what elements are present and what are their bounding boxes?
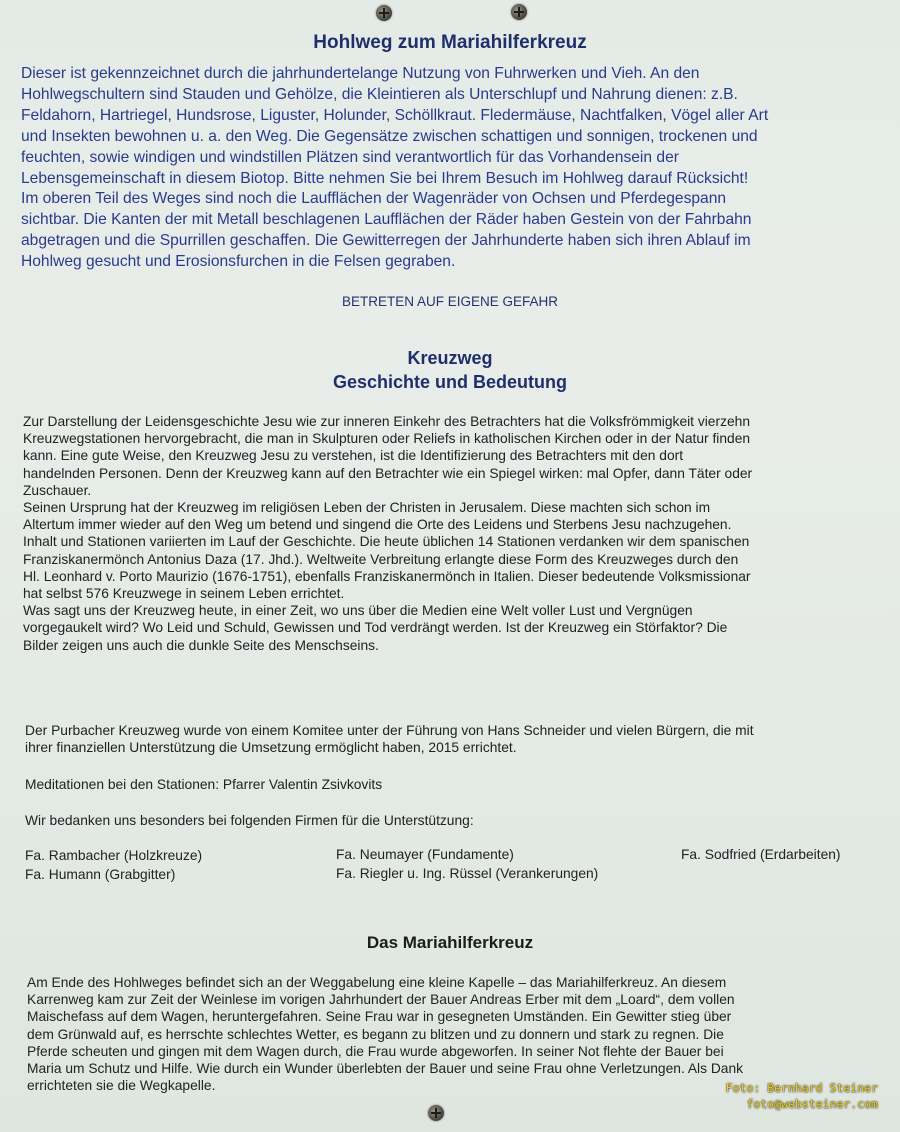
- paragraph-line: ihrer finanziellen Unterstützung die Umsetzung ermöglicht haben, 2015 errichtet.: [25, 740, 517, 756]
- section-title-mariahilferkreuz: Das Mariahilferkreuz: [366, 933, 534, 952]
- sponsor-sodfried: Fa. Sodfried (Erdarbeiten): [681, 847, 841, 862]
- paragraph-line: dem Grünwald auf, es herrschte schlechtes Wetter, es begann zu blitzen und zu donnern und stark zu regnen. Die: [27, 1026, 724, 1042]
- sponsor-rambacher: Fa. Rambacher (Holzkreuze): [25, 848, 203, 863]
- paragraph-line: Im oberen Teil des Weges sind noch die Laufflächen der Wagenräder von Ochsen und Pferdegespann: [21, 190, 727, 208]
- paragraph-line: Was sagt uns der Kreuzweg heute, in einer Zeit, wo uns über die Medien eine Welt voller Lust und Vergnügen: [23, 603, 693, 619]
- paragraph-line: handelnden Personen. Denn der Kreuzweg kann auf den Betrachter wie ein Spiegel wirken: mal Opfer, dann Täter oder: [23, 465, 753, 481]
- paragraph-line: und Insekten bewohnen u. a. den Weg. Die Gegensätze zwischen schattigen und sonnigen, trockenen und: [21, 127, 758, 145]
- hohlweg-paragraph: [21, 64, 768, 273]
- paragraph-line: hat selbst 576 Kreuzwege in seinem Leben errichtet.: [23, 586, 345, 602]
- paragraph-line: Maria um Schutz und Hilfe. Wie durch ein Wunder überlebten der Bauer und seine Frau ohne Verletzungen. Als Dank: [27, 1061, 744, 1077]
- paragraph-line: Kreuzwegstationen hervorgebracht, die man in Skulpturen oder Reliefs in katholischen Kirchen oder in der Natur finden: [23, 431, 751, 447]
- paragraph-line: Feldahorn, Hartriegel, Hundsrose, Liguster, Holunder, Schöllkraut. Fledermäuse, Nachtfalken, Vögel aller Art: [21, 106, 769, 124]
- paragraph-line: abgetragen und die Spurrillen geschaffen. Die Gewitterregen der Jahrhunderte haben sich ihren Ablauf im: [21, 232, 751, 250]
- paragraph-line: Altertum immer wieder auf den Weg um betend und singend die Orte des Leidens und Sterbens Jesu nachzugehen.: [23, 517, 732, 533]
- paragraph-line: Zur Darstellung der Leidensgeschichte Jesu wie zur inneren Einkehr des Betrachters hat die Volksfrömmigkeit vierzehn: [23, 414, 750, 429]
- kreuzweg-paragraph: [23, 413, 752, 654]
- paragraph-line: errichteten sie die Wegkapelle.: [27, 1078, 216, 1094]
- section-subtitle-kreuzweg: Geschichte und Bedeutung: [332, 372, 568, 392]
- section-title-hohlweg: Hohlweg zum Mariahilferkreuz: [313, 32, 587, 53]
- screw-icon: [376, 5, 392, 21]
- paragraph-line: Pferde scheuten und gingen mit dem Wagen durch, die Frau wurde abgeworfen. In seiner Not flehte der Bauer bei: [27, 1043, 724, 1059]
- paragraph-line: Bilder zeigen uns auch die dunkle Seite des Menschseins.: [23, 637, 379, 653]
- paragraph-line: Hohlweg gesucht und Erosionsfurchen in die Felsen gegraben.: [21, 253, 456, 271]
- paragraph-line: Zuschauer.: [23, 482, 92, 498]
- paragraph-line: vorgegaukelt wird? Wo Leid und Schuld, Gewissen und Tod verdrängt werden. Ist der Kreuzweg ein Störfaktor? Die: [23, 620, 728, 636]
- mariahilferkreuz-paragraph: [27, 974, 743, 1094]
- meditations-line: Meditationen bei den Stationen: Pfarrer Valentin Zsivkovits: [25, 777, 383, 792]
- thanks-line: Wir bedanken uns besonders bei folgenden Firmen für die Unterstützung:: [25, 813, 474, 828]
- paragraph-line: Franziskanermönch Antonius Daza (17. Jhd.). Weltweite Verbreitung erlangte diese Form des Kreuzweges durch den: [23, 551, 739, 567]
- screw-icon: [428, 1105, 444, 1121]
- paragraph-line: Lebensgemeinschaft in diesem Biotop. Bitte nehmen Sie bei Ihrem Besuch im Hohlweg darauf Rücksicht!: [21, 169, 749, 187]
- paragraph-line: Inhalt und Stationen variierten im Lauf der Geschichte. Die heute üblichen 14 Stationen verdanken wir dem spanischen: [23, 534, 750, 550]
- photo-credit-email: foto@websteiner.com: [746, 1097, 878, 1111]
- paragraph-line: Dieser ist gekennzeichnet durch die jahrhundertelange Nutzung von Fuhrwerken und Vieh. An den: [21, 65, 700, 82]
- paragraph-line: Hl. Leonhard v. Porto Maurizio (1676-1751), ebenfalls Franziskanermönch in Italien. Dieser bedeutende Volksmissionar: [23, 568, 751, 584]
- sponsor-neumayer: Fa. Neumayer (Fundamente): [336, 847, 514, 862]
- paragraph-line: sichtbar. Die Kanten der mit Metall beschlagenen Laufflächen der Räder haben Gestein von der Fahrbahn: [21, 211, 752, 229]
- photo-credit-name: Foto: Bernhard Steiner: [725, 1081, 878, 1095]
- section-title-kreuzweg: Kreuzweg: [407, 348, 493, 368]
- paragraph-line: kann. Eine gute Weise, den Kreuzweg Jesu zu verstehen, ist die Identifizierung des Betrachters mit den dort: [23, 448, 684, 464]
- committee-paragraph: [25, 722, 754, 756]
- paragraph-line: Maischefass auf dem Wagen, heruntergefahren. Seine Frau war in gesegneten Umständen. Ein Gewitter stieg über: [27, 1009, 732, 1025]
- warning-notice: BETRETEN AUF EIGENE GEFAHR: [341, 294, 559, 309]
- paragraph-line: Karrenweg kam zur Zeit der Weinlese im vorigen Jahrhundert der Bauer Andreas Erber mit dem „Loard“, dem vollen: [27, 992, 735, 1008]
- paragraph-line: Hohlwegschultern sind Stauden und Gehölze, die Kleintieren als Unterschlupf und Nahrung dienen: z.B.: [21, 85, 738, 103]
- paragraph-line: feuchten, sowie windigen und windstillen Plätzen sind verantwortlich für das Vorhandensein der: [21, 148, 679, 166]
- sponsor-humann: Fa. Humann (Grabgitter): [25, 867, 176, 882]
- sponsor-riegler: Fa. Riegler u. Ing. Rüssel (Verankerungen): [336, 866, 599, 881]
- paragraph-line: Seinen Ursprung hat der Kreuzweg im religiösen Leben der Christen in Jerusalem. Diese machten sich schon im: [23, 500, 711, 516]
- paragraph-line: Der Purbacher Kreuzweg wurde von einem Komitee unter der Führung von Hans Schneider und vielen Bürgern, die mit: [25, 723, 754, 738]
- paragraph-line: Am Ende des Hohlweges befindet sich an der Weggabelung eine kleine Kapelle – das Mariahilferkreuz. An diesem: [27, 975, 727, 990]
- screw-icon: [511, 4, 527, 20]
